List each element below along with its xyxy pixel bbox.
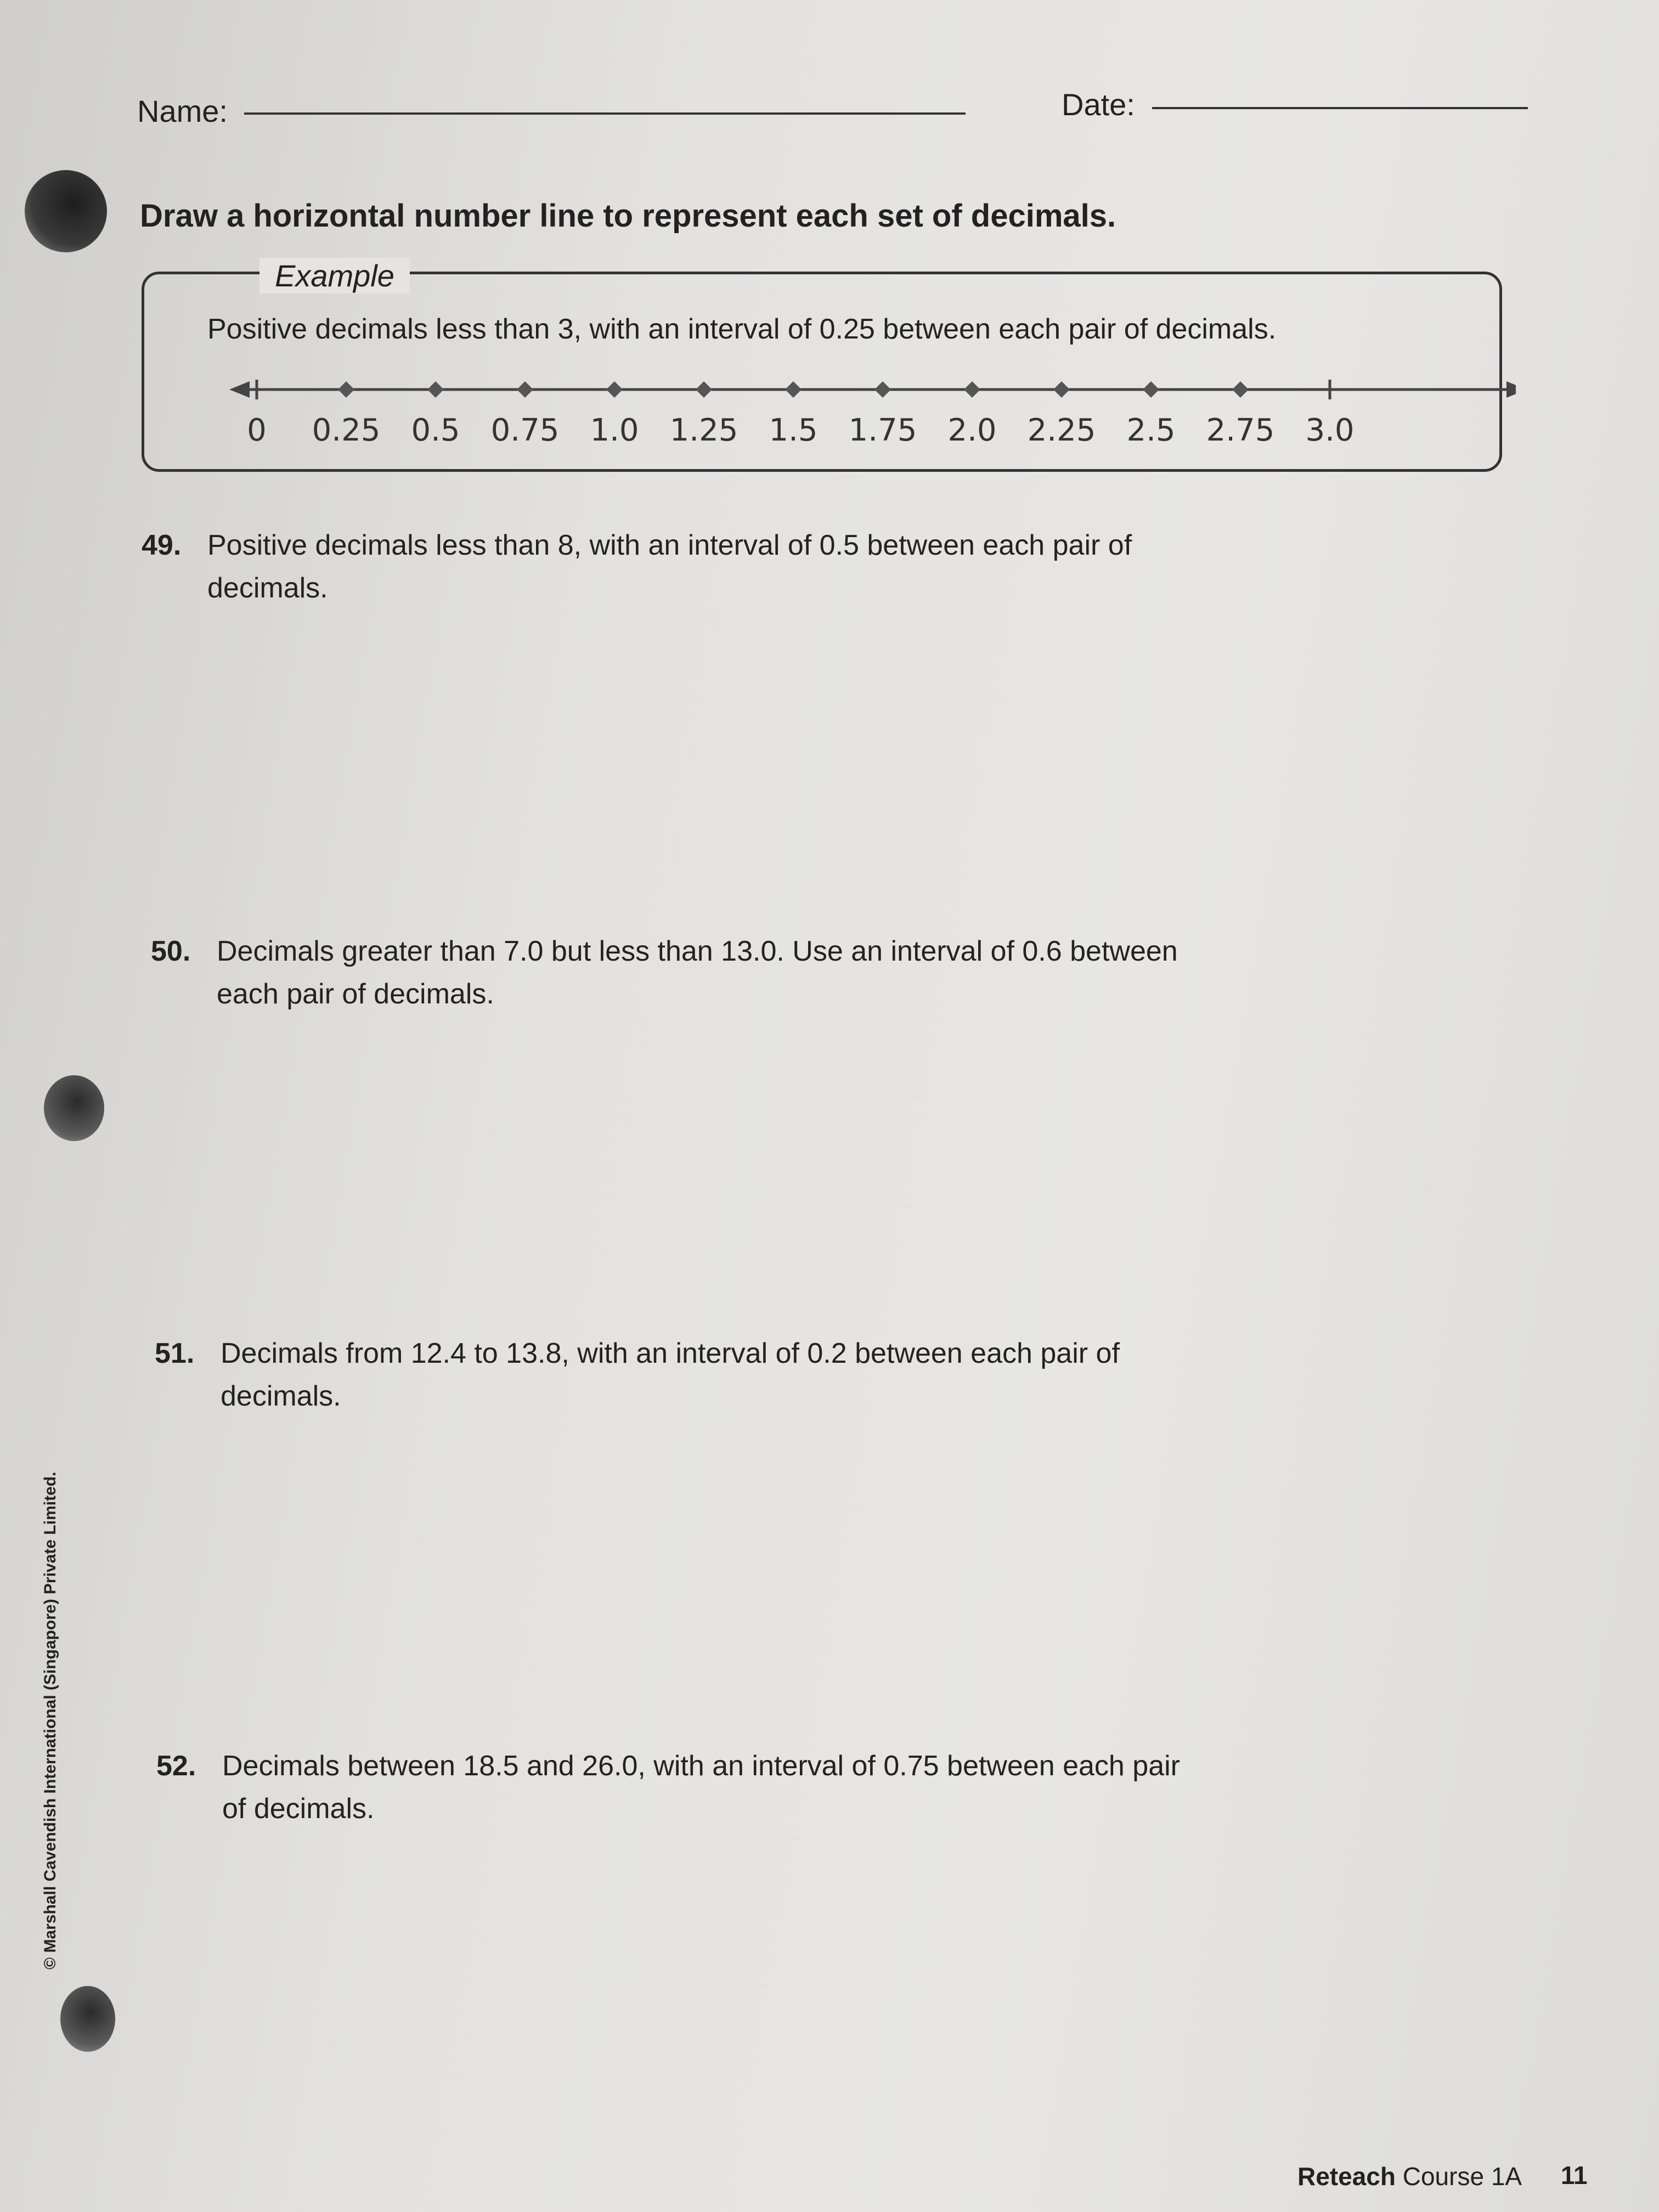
name-field[interactable] <box>244 112 966 115</box>
number-line-point <box>606 381 623 398</box>
number-line-label: 0.5 <box>411 413 460 448</box>
number-line-point <box>517 381 533 398</box>
binder-hole-bottom <box>60 1986 115 2052</box>
instructions: Draw a horizontal number line to represent each set of decimals. <box>140 198 1116 234</box>
number-line-label: 1.25 <box>669 413 738 448</box>
number-line-point <box>1232 381 1249 398</box>
copyright-notice: © Marshall Cavendish International (Singapore) Private Limited. <box>41 1471 59 1970</box>
problem-text-line2: each pair of decimals. <box>217 978 494 1010</box>
problem-text-line1: Decimals between 18.5 and 26.0, with an interval of 0.75 between each pair <box>222 1750 1180 1782</box>
page-number: 11 <box>1561 2161 1588 2190</box>
footer-course-name: Course 1A <box>1402 2162 1522 2191</box>
problem-number: 51. <box>155 1338 195 1369</box>
number-line-point <box>874 381 891 398</box>
binder-hole-top <box>25 170 107 252</box>
number-line-label: 1.75 <box>848 413 917 448</box>
problem-text-line1: Decimals from 12.4 to 13.8, with an interval of 0.2 between each pair of <box>221 1338 1120 1369</box>
number-line-point <box>696 381 712 398</box>
example-text: Positive decimals less than 3, with an interval of 0.25 between each pair of decimals. <box>207 313 1277 345</box>
number-line-point <box>1053 381 1070 398</box>
problem-text-line2: of decimals. <box>222 1793 375 1825</box>
number-line-point <box>785 381 802 398</box>
problem-text-line2: decimals. <box>221 1380 341 1412</box>
number-line-label: 3.0 <box>1305 413 1355 448</box>
problem-number: 50. <box>151 935 191 967</box>
number-line-label: 2.5 <box>1126 413 1176 448</box>
number-line-label: 2.75 <box>1206 413 1275 448</box>
example-box <box>142 258 1502 472</box>
problem-number: 52. <box>156 1750 196 1782</box>
footer-brand: Reteach <box>1297 2162 1396 2191</box>
number-line-label: 0.25 <box>312 413 381 448</box>
number-line-label: 2.0 <box>947 413 997 448</box>
number-line-point <box>427 381 444 398</box>
name-label: Name: <box>137 94 228 128</box>
number-line-label: 2.25 <box>1027 413 1096 448</box>
number-line-point <box>964 381 980 398</box>
example-number-line <box>199 365 1516 453</box>
date-label: Date: <box>1062 87 1135 122</box>
footer-course <box>1297 2162 1522 2191</box>
number-line-label: 1.5 <box>769 413 818 448</box>
number-line-label: 1.0 <box>590 413 639 448</box>
problem-text-line1: Positive decimals less than 8, with an interval of 0.5 between each pair of <box>207 529 1132 561</box>
problem-text-line1: Decimals greater than 7.0 but less than 13.0. Use an interval of 0.6 between <box>217 935 1178 967</box>
number-line-point <box>1143 381 1159 398</box>
problem-text-line2: decimals. <box>207 572 328 604</box>
number-line-point <box>338 381 354 398</box>
problem-number: 49. <box>142 529 182 561</box>
date-field[interactable] <box>1152 107 1528 109</box>
number-line-label: 0.75 <box>490 413 560 448</box>
left-arrow-icon <box>229 381 250 398</box>
binder-hole-middle <box>44 1075 104 1141</box>
example-title: Example <box>259 258 410 294</box>
right-arrow-icon <box>1506 381 1516 398</box>
number-line-label: 0 <box>247 413 267 448</box>
